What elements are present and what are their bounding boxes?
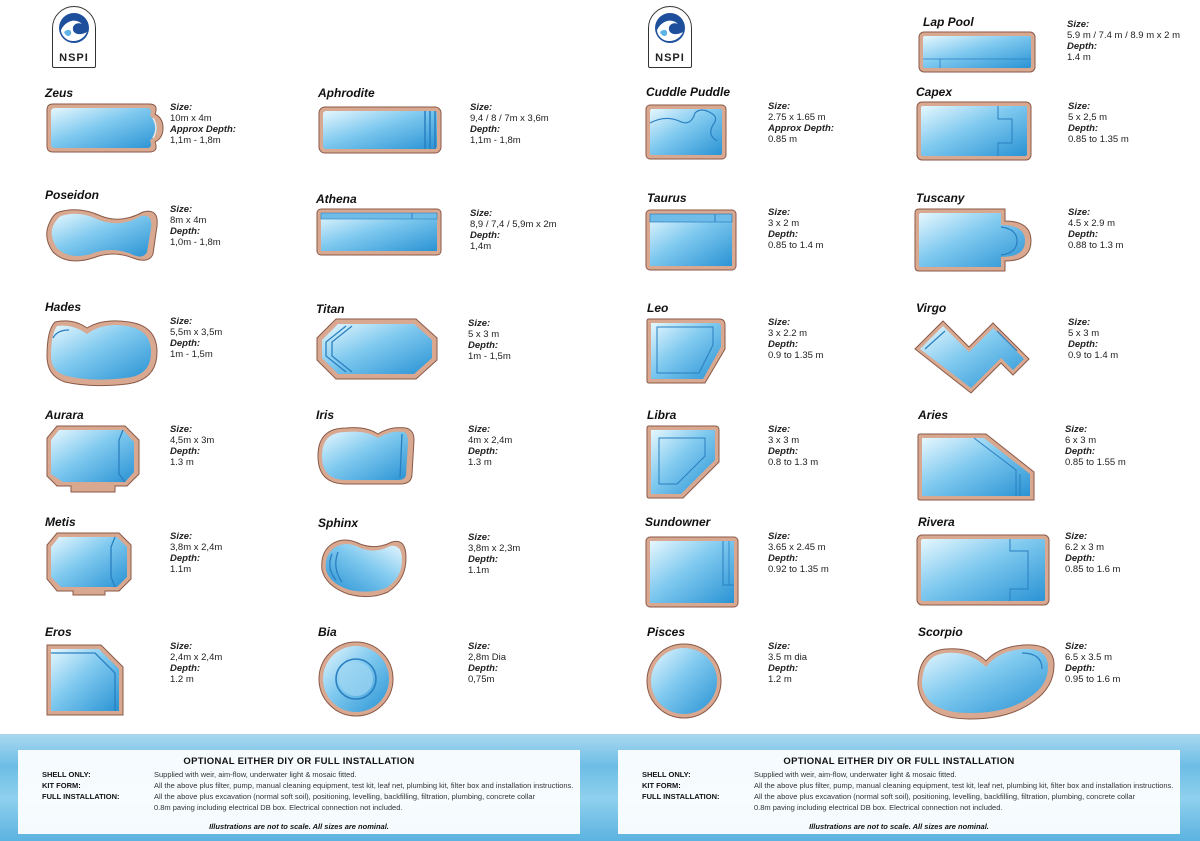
pool-shape-cuddle-puddle	[645, 101, 727, 161]
pool-depth: 1.1m	[468, 565, 490, 576]
pool-titan	[316, 302, 596, 407]
pool-depth: 0.85 to 1.35 m	[1068, 134, 1129, 145]
pool-iris	[316, 408, 596, 513]
nspi-logo	[648, 6, 692, 68]
pool-name: Titan	[316, 302, 345, 316]
pool-name: Aries	[918, 408, 949, 422]
pool-depth: 1.4 m	[1067, 52, 1091, 63]
pool-specs: Size: 3,8m x 2,4m Depth: 1.1m	[170, 531, 223, 575]
logo-text: NSPI	[655, 52, 685, 64]
pool-depth: 1.2 m	[170, 674, 194, 685]
footer-title: OPTIONAL EITHER DIY OR FULL INSTALLATION	[183, 756, 415, 767]
brochure-page-right	[600, 0, 1200, 841]
installation-footer	[0, 734, 600, 841]
wave-logo-icon	[58, 12, 90, 44]
pool-specs: Size: 10m x 4m Approx Depth: 1,1m - 1,8m	[170, 102, 236, 146]
pool-specs: Size: 3 x 2.2 m Depth: 0.9 to 1.35 m	[768, 317, 824, 361]
pool-specs: Size: 5 x 2,5 m Depth: 0.85 to 1.35 m	[1068, 101, 1129, 145]
pool-name: Taurus	[647, 191, 687, 205]
pool-name: Libra	[647, 408, 677, 422]
pool-shape-virgo	[913, 317, 1031, 395]
pool-shape-athena	[316, 208, 442, 256]
pool-depth: 0.95 to 1.6 m	[1065, 674, 1121, 685]
pool-size: 6 x 3 m	[1065, 435, 1097, 446]
pool-size: 5 x 3 m	[468, 329, 500, 340]
pool-size: 4.5 x 2.9 m	[1068, 218, 1115, 229]
pool-name: Eros	[45, 625, 72, 639]
pool-shape-sphinx	[318, 532, 408, 598]
pool-poseidon	[45, 188, 325, 293]
pool-specs: Size: 2.75 x 1.65 m Approx Depth: 0.85 m	[768, 101, 834, 145]
pool-name: Leo	[647, 301, 669, 315]
pool-depth: 0.92 to 1.35 m	[768, 564, 829, 575]
pool-size: 4m x 2,4m	[468, 435, 513, 446]
logo-text: NSPI	[59, 52, 89, 64]
pool-shape-iris	[316, 424, 416, 486]
pool-depth: 1m - 1,5m	[170, 349, 213, 360]
pool-specs: Size: 4.5 x 2.9 m Depth: 0.88 to 1.3 m	[1068, 207, 1124, 251]
footer-title: OPTIONAL EITHER DIY OR FULL INSTALLATION	[783, 756, 1015, 767]
pool-shape-taurus	[645, 207, 737, 271]
pool-depth: 0.8 to 1.3 m	[768, 457, 819, 468]
pool-size: 3 x 2 m	[768, 218, 800, 229]
pool-shape-metis	[45, 531, 133, 597]
pool-specs: Size: 3.5 m dia Depth: 1.2 m	[768, 641, 808, 685]
pool-size: 3.65 x 2.45 m	[768, 542, 826, 553]
pool-eros	[45, 625, 325, 730]
pool-shape-libra	[645, 424, 721, 500]
pool-size: 8,9 / 7,4 / 5,9m x 2m	[470, 219, 557, 230]
pool-depth: 0.85 to 1.4 m	[768, 240, 824, 251]
pool-depth: 1,1m - 1,8m	[170, 135, 221, 146]
pool-shape-aphrodite	[318, 102, 442, 154]
pool-shape-poseidon	[45, 204, 161, 264]
pool-specs: Size: 5 x 3 m Depth: 1m - 1,5m	[468, 318, 511, 362]
pool-depth: 1.2 m	[768, 674, 792, 685]
pool-depth: 1,4m	[470, 241, 492, 252]
pool-size: 6.5 x 3.5 m	[1065, 652, 1112, 663]
pool-shape-scorpio	[916, 641, 1056, 721]
pool-size: 3 x 3 m	[768, 435, 800, 446]
pool-depth: 0,75m	[468, 674, 495, 685]
pool-depth: 0.85 to 1.55 m	[1065, 457, 1126, 468]
pool-name: Aphrodite	[318, 86, 375, 100]
pool-size: 5 x 3 m	[1068, 328, 1100, 339]
pool-taurus	[645, 191, 925, 296]
pool-name: Athena	[316, 192, 357, 206]
pool-depth: 1.1m	[170, 564, 192, 575]
pool-shape-rivera	[916, 531, 1050, 607]
pool-cuddle-puddle	[645, 85, 925, 190]
pool-name: Aurara	[45, 408, 84, 422]
pool-depth: 1,1m - 1,8m	[470, 135, 521, 146]
pool-size: 3 x 2.2 m	[768, 328, 808, 339]
pool-name: Metis	[45, 515, 76, 529]
footer-panel: OPTIONAL EITHER DIY OR FULL INSTALLATION SHELL ONLY: Supplied with weir, aim-flow, underwater light & mosaic fitted. KIT FORM: All the above plus filter, pump, manual cleaning equipment, test kit, leaf net, plumbing kit, filter box and installation instructions. FULL INSTALLATION: All the above plus excavation (normal soft soil), positioning, levelling, backfilling, filtration, plumbing, concrete collar 0.8m paving including electrical DB box. Electrical connection not included. Illustrations are not to scale. All sizes are nominal.	[618, 750, 1180, 834]
pool-zeus	[45, 86, 325, 191]
pool-shape-eros	[45, 641, 125, 717]
pool-shape-hades	[45, 316, 161, 388]
pool-name: Poseidon	[45, 188, 100, 202]
pool-aurara	[45, 408, 325, 513]
pool-rivera	[916, 515, 1196, 620]
pool-sundowner	[645, 515, 925, 620]
pool-depth: 0.88 to 1.3 m	[1068, 240, 1124, 251]
pool-depth: 0.85 m	[768, 134, 798, 145]
pool-size: 5 x 2,5 m	[1068, 112, 1108, 123]
pool-specs: Size: 8,9 / 7,4 / 5,9m x 2m Depth: 1,4m	[470, 208, 557, 252]
pool-specs: Size: 5 x 3 m Depth: 0.9 to 1.4 m	[1068, 317, 1119, 361]
pool-specs: Size: 4,5m x 3m Depth: 1.3 m	[170, 424, 215, 468]
pool-size: 5.9 m / 7.4 m / 8.9 m x 2 m	[1067, 30, 1180, 41]
pool-pisces	[645, 625, 925, 730]
pool-aphrodite	[318, 86, 598, 191]
pool-shape-aries	[916, 424, 1038, 502]
pool-athena	[316, 192, 596, 297]
pool-depth: 1m - 1,5m	[468, 351, 511, 362]
pool-specs: Size: 4m x 2,4m Depth: 1.3 m	[468, 424, 513, 468]
pool-specs: Size: 3,8m x 2,3m Depth: 1.1m	[468, 532, 521, 576]
pool-shape-bia	[318, 641, 394, 717]
pool-specs: Size: 3.65 x 2.45 m Depth: 0.92 to 1.35 m	[768, 531, 829, 575]
pool-libra	[645, 408, 925, 513]
nspi-logo	[52, 6, 96, 68]
pool-shape-leo	[645, 317, 727, 385]
pool-name: Virgo	[916, 301, 947, 315]
pool-shape-zeus	[45, 102, 167, 154]
pool-specs: Size: 2,4m x 2,4m Depth: 1.2 m	[170, 641, 223, 685]
installation-footer	[600, 734, 1200, 841]
pool-specs: Size: 8m x 4m Depth: 1,0m - 1,8m	[170, 204, 221, 248]
pool-shape-pisces	[645, 641, 723, 719]
pool-depth: 1,0m - 1,8m	[170, 237, 221, 248]
pool-scorpio	[916, 625, 1196, 730]
pool-shape-tuscany	[913, 207, 1033, 273]
pool-size: 3,8m x 2,3m	[468, 543, 521, 554]
pool-name: Zeus	[45, 86, 74, 100]
pool-depth: 0.85 to 1.6 m	[1065, 564, 1121, 575]
pool-specs: Size: 9,4 / 8 / 7m x 3,6m Depth: 1,1m - 1,8m	[470, 102, 549, 146]
footer-note: Illustrations are not to scale. All sizes are nominal.	[809, 822, 989, 831]
footer-panel: OPTIONAL EITHER DIY OR FULL INSTALLATION SHELL ONLY: Supplied with weir, aim-flow, underwater light & mosaic fitted. KIT FORM: All the above plus filter, pump, manual cleaning equipment, test kit, leaf net, plumbing kit, filter box and installation instructions. FULL INSTALLATION: All the above plus excavation (normal soft soil), positioning, levelling, backfilling, filtration, plumbing, concrete collar 0.8m paving including electrical DB box. Electrical connection not included. Illustrations are not to scale. All sizes are nominal.	[18, 750, 580, 834]
pool-name: Bia	[318, 625, 337, 639]
pool-name: Rivera	[918, 515, 955, 529]
pool-size: 3,8m x 2,4m	[170, 542, 223, 553]
pool-specs: Size: 3 x 3 m Depth: 0.8 to 1.3 m	[768, 424, 819, 468]
pool-name: Lap Pool	[923, 15, 974, 29]
pool-shape-lap-pool	[918, 31, 1036, 73]
pool-virgo	[913, 301, 1193, 406]
pool-specs: Size: 2,8m Dia Depth: 0,75m	[468, 641, 507, 685]
pool-name: Pisces	[647, 625, 686, 639]
pool-name: Capex	[916, 85, 953, 99]
pool-name: Sundowner	[645, 515, 711, 529]
pool-specs: Size: 6.5 x 3.5 m Depth: 0.95 to 1.6 m	[1065, 641, 1121, 685]
footer-note: Illustrations are not to scale. All sizes are nominal.	[209, 822, 389, 831]
pool-bia	[318, 625, 598, 730]
pool-shape-capex	[916, 101, 1032, 161]
pool-size: 10m x 4m	[170, 113, 212, 124]
pool-size: 2,8m Dia	[468, 652, 507, 663]
pool-size: 5,5m x 3,5m	[170, 327, 223, 338]
pool-size: 9,4 / 8 / 7m x 3,6m	[470, 113, 549, 124]
pool-metis	[45, 515, 325, 620]
pool-name: Sphinx	[318, 516, 359, 530]
pool-leo	[645, 301, 925, 406]
pool-capex	[916, 85, 1196, 190]
pool-size: 2,4m x 2,4m	[170, 652, 223, 663]
pool-tuscany	[913, 191, 1193, 296]
pool-depth: 0.9 to 1.4 m	[1068, 350, 1119, 361]
pool-hades	[45, 300, 325, 405]
pool-specs: Size: 5.9 m / 7.4 m / 8.9 m x 2 m Depth: 1.4 m	[1067, 19, 1180, 63]
pool-depth: 0.9 to 1.35 m	[768, 350, 824, 361]
wave-logo-icon	[654, 12, 686, 44]
pool-name: Scorpio	[918, 625, 963, 639]
pool-specs: Size: 5,5m x 3,5m Depth: 1m - 1,5m	[170, 316, 223, 360]
pool-size: 6.2 x 3 m	[1065, 542, 1105, 553]
pool-specs: Size: 6 x 3 m Depth: 0.85 to 1.55 m	[1065, 424, 1126, 468]
pool-sphinx	[318, 516, 598, 621]
pool-name: Tuscany	[916, 191, 965, 205]
pool-size: 4,5m x 3m	[170, 435, 215, 446]
pool-size: 3.5 m dia	[768, 652, 808, 663]
pool-shape-aurara	[45, 424, 141, 494]
pool-name: Cuddle Puddle	[646, 85, 730, 99]
pool-specs: Size: 6.2 x 3 m Depth: 0.85 to 1.6 m	[1065, 531, 1121, 575]
pool-depth: 1.3 m	[468, 457, 492, 468]
pool-name: Iris	[316, 408, 335, 422]
pool-shape-titan	[316, 318, 438, 380]
pool-depth: 1.3 m	[170, 457, 194, 468]
pool-size: 8m x 4m	[170, 215, 207, 226]
pool-shape-sundowner	[645, 531, 739, 609]
pool-specs: Size: 3 x 2 m Depth: 0.85 to 1.4 m	[768, 207, 824, 251]
pool-size: 2.75 x 1.65 m	[768, 112, 826, 123]
pool-name: Hades	[45, 300, 82, 314]
pool-aries	[916, 408, 1196, 513]
